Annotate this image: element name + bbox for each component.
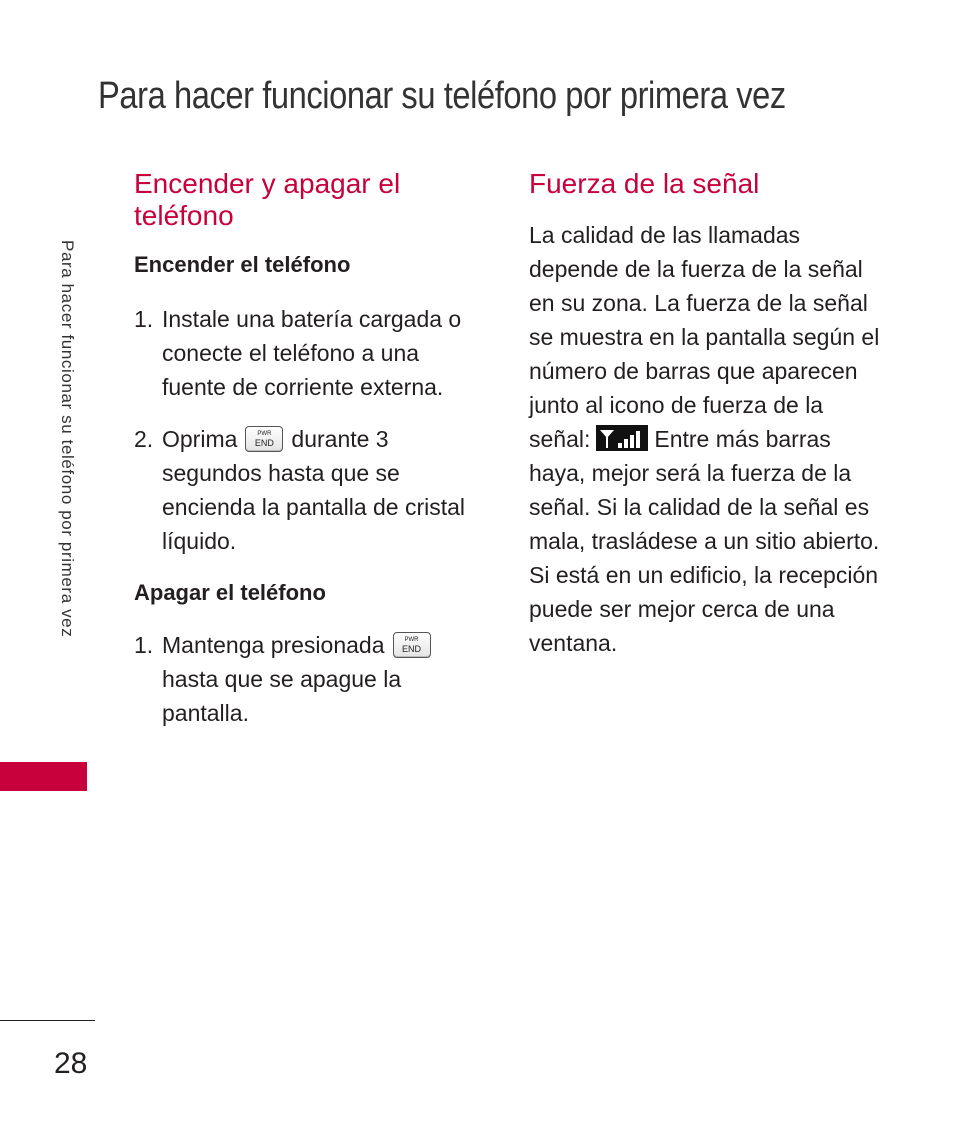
step-number: 1. [134,632,154,658]
step-number: 2. [134,426,154,452]
section-heading-power: Encender y apagar el teléfono [134,168,401,231]
signal-section [529,168,889,660]
power-section [134,168,479,730]
page-number: 28 [54,1047,88,1080]
key-label-top: PWR [257,430,272,437]
step-text-after: durante 3 segundos hasta que se encienda la pantalla de cristal líquido. [162,426,466,554]
power-off-step-1 [134,628,479,730]
step-text-before: Mantenga presionada [162,632,385,658]
page-title: Para hacer funcionar su teléfono por primera vez [98,75,786,117]
subheading-power-off: Apagar el teléfono [134,580,326,605]
power-on-step-1 [134,302,479,404]
key-label-bottom: END [254,437,274,448]
signal-text-after: Entre más barras haya, mejor será la fuerza de la señal. Si la calidad de la señal es mala, trasládese a un sitio abierto. Si está en un edificio, la recepción puede ser mejor cerca de una ventana. [529,426,880,656]
step-text-after: hasta que se apague la pantalla. [162,666,402,726]
side-tab-marker [0,762,87,791]
pwr-end-key-icon [393,632,431,658]
power-off-steps [134,628,479,730]
footer-rule [0,1020,95,1021]
signal-paragraph [529,218,889,660]
subheading-power-on: Encender el teléfono [134,252,351,277]
signal-strength-icon [596,425,648,451]
step-number: 1. [134,306,154,332]
step-text-before: Oprima [162,426,238,452]
side-running-title: Para hacer funcionar su teléfono por primera vez [58,240,77,638]
key-label-top: PWR [404,636,419,643]
key-label-bottom: END [401,643,421,654]
signal-text-before: La calidad de las llamadas depende de la fuerza de la señal en su zona. La fuerza de la señal se muestra en la pantalla según el número de barras que aparecen junto al icono de fuerza de la señal: [529,222,880,452]
section-heading-signal: Fuerza de la señal [529,168,760,199]
power-on-steps [134,302,479,558]
pwr-end-key-icon [245,426,283,452]
step-text: Instale una batería cargada o conecte el teléfono a una fuente de corriente externa. [162,306,462,400]
power-on-step-2 [134,422,479,558]
